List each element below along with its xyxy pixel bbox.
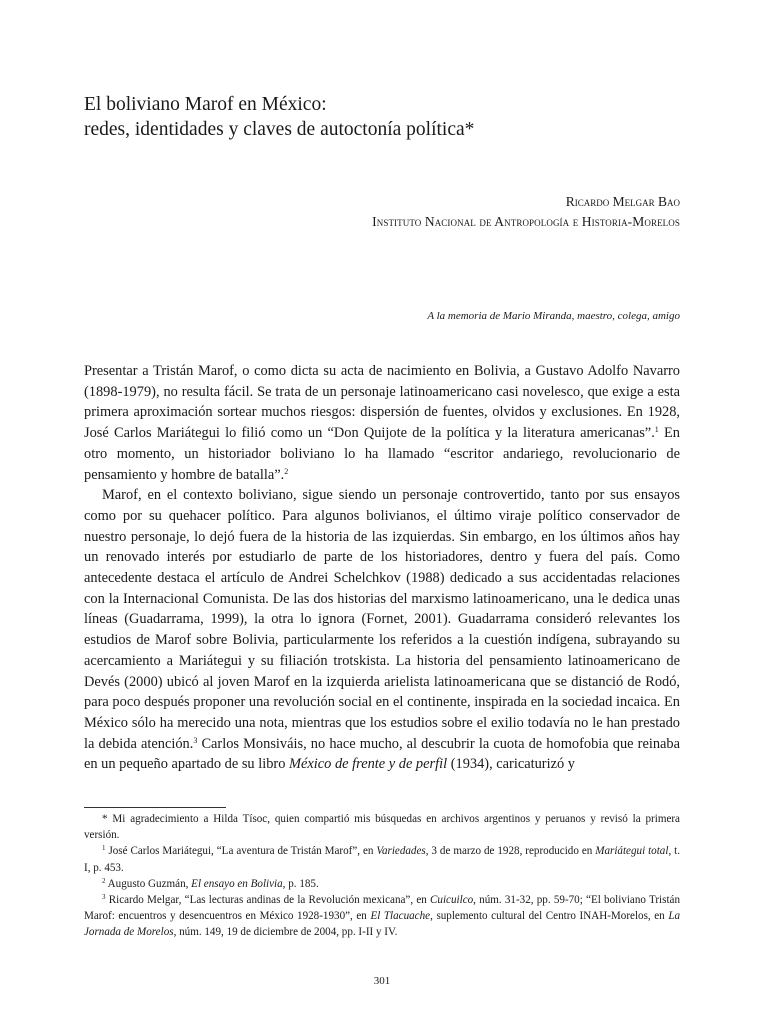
footnote-3-text-c: , suplemento cultural del Centro INAH-Morelos, en (430, 910, 669, 923)
footnote-2-number: 2 (102, 876, 106, 885)
footnote-star (84, 811, 680, 843)
paragraph-2 (84, 485, 680, 775)
author-institution: Instituto Nacional de Antropología e Historia-Morelos (372, 214, 680, 229)
footnote-ref-3: 3 (193, 735, 198, 745)
paragraph-1-text-b: En otro momento, un historiador boliviano lo ha llamado “escritor andariego, revolucionario de pensamiento y hombre de batalla”. (84, 425, 680, 483)
footnotes (84, 811, 680, 941)
page-number: 301 (373, 975, 391, 987)
footnote-3-number: 3 (102, 893, 106, 902)
paragraph-2-text-c: (1934), caricaturizó y (447, 756, 575, 773)
footnote-1-italic-1: Variedades (376, 845, 426, 858)
author-name: Ricardo Melgar Bao (565, 194, 680, 209)
body-text (84, 361, 680, 775)
title-line-1: El boliviano Marof en México: (84, 94, 327, 115)
footnote-2-text-a: Augusto Guzmán, (105, 877, 192, 890)
footnote-1-italic-2: Mariátegui total (595, 845, 669, 858)
book-title: México de frente y de perfil (289, 756, 448, 773)
paragraph-2-text-b: Carlos Monsiváis, no hace mucho, al descubrir la cuota de homofobia que reinaba en un pequeño apartado de su libro (84, 735, 681, 773)
footnote-rule (84, 807, 226, 808)
footnote-3-text-d: , núm. 149, 19 de diciembre de 2004, pp. I-II y IV. (173, 926, 398, 939)
footnote-2 (84, 876, 680, 892)
footnote-1-number: 1 (102, 844, 106, 853)
author-block (372, 192, 680, 232)
paragraph-2-text-a: Marof, en el contexto boliviano, sigue siendo un personaje controvertido, tanto por sus ensayos como por su quehacer político. Para algunos bolivianos, el último viraje político conservador de nuestro personaje, lo dejó fuera de la historia de las izquierdas. Sin embargo, en los últimos años hay un renovado interés por estudiarlo de parte de los historiadores, dentro y fuera del país. Como antecedente destaca el artículo de Andrei Schelchkov (1988) dedicado a sus accidentadas relaciones con la Internacional Comunista. De las dos historias del marxismo latinoamericano, una le dedica unas líneas (Guadarrama, 1999), la otra lo ignora (Fornet, 2001). Guadarrama consideró relevantes los estudios de Marof sobre Bolivia, particularmente los referidos a la cuestión indígena, subrayando su acercamiento a Mariátegui y su filiación trotskista. La historia del pensamiento latinoamericano de Devés (2000) ubicó al joven Marof en la izquierda arielista latinoamericana que se distanció de Rodó, para poco después proponer una revolución social en el continente, inspirada en la sociedad incaica. En México sólo ha merecido una nota, mientras que los estudios sobre el exilio todavía no le han prestado la debida atención. (84, 487, 680, 752)
page (84, 0, 680, 1024)
footnote-ref-2: 2 (284, 466, 289, 476)
footnote-star-text: Mi agradecimiento a Hilda Tísoc, quien compartió mis búsquedas en archivos argentinos y peruanos y revisó la primera versión. (84, 813, 680, 842)
footnote-1-text-b: , 3 de marzo de 1928, reproducido en (425, 845, 596, 858)
footnote-3 (84, 892, 680, 941)
dedication: A la memoria de Mario Miranda, maestro, colega, amigo (427, 310, 680, 322)
footnote-3-italic-1: Cuicuilco (430, 894, 474, 907)
footnote-3-italic-2: El Tlacuache (370, 910, 431, 923)
footnote-3-italic-3: La Jornada de Morelos (84, 910, 681, 939)
footnote-2-italic-1: El ensayo en Bolivia (191, 877, 283, 890)
footnote-1-text-a: José Carlos Mariátegui, “La aventura de Tristán Marof”, en (105, 845, 377, 858)
paragraph-1-text-a: Presentar a Tristán Marof, o como dicta su acta de nacimiento en Bolivia, a Gustavo Adolfo Navarro (1898-1979), no resulta fácil. Se trata de un personaje latinoamericano casi novelesco, que exige a esta primera aproximación sortear muchos riesgos: dispersión de fuentes, olvidos y exclusiones. En 1928, José Carlos Mariátegui lo filió como un “Don Quijote de la política y la literatura americanas”. (84, 363, 680, 442)
footnote-3-text-a: Ricardo Melgar, “Las lecturas andinas de la Revolución mexicana”, en (105, 894, 431, 907)
footnote-ref-1: 1 (654, 425, 659, 435)
paragraph-1 (84, 361, 680, 485)
footnote-1-text-c: , t. I, p. 453. (84, 845, 681, 874)
footnote-2-text-b: , p. 185. (282, 877, 319, 890)
footnote-star-mark: * (102, 813, 108, 825)
footnote-3-text-b: , núm. 31-32, pp. 59-70; “El boliviano Tristán Marof: encuentros y desencuentros en México 1928-1930”, en (84, 894, 680, 923)
title-line-2: redes, identidades y claves de autoctonía política* (84, 119, 475, 140)
article-title (84, 92, 680, 142)
footnote-1 (84, 843, 680, 875)
